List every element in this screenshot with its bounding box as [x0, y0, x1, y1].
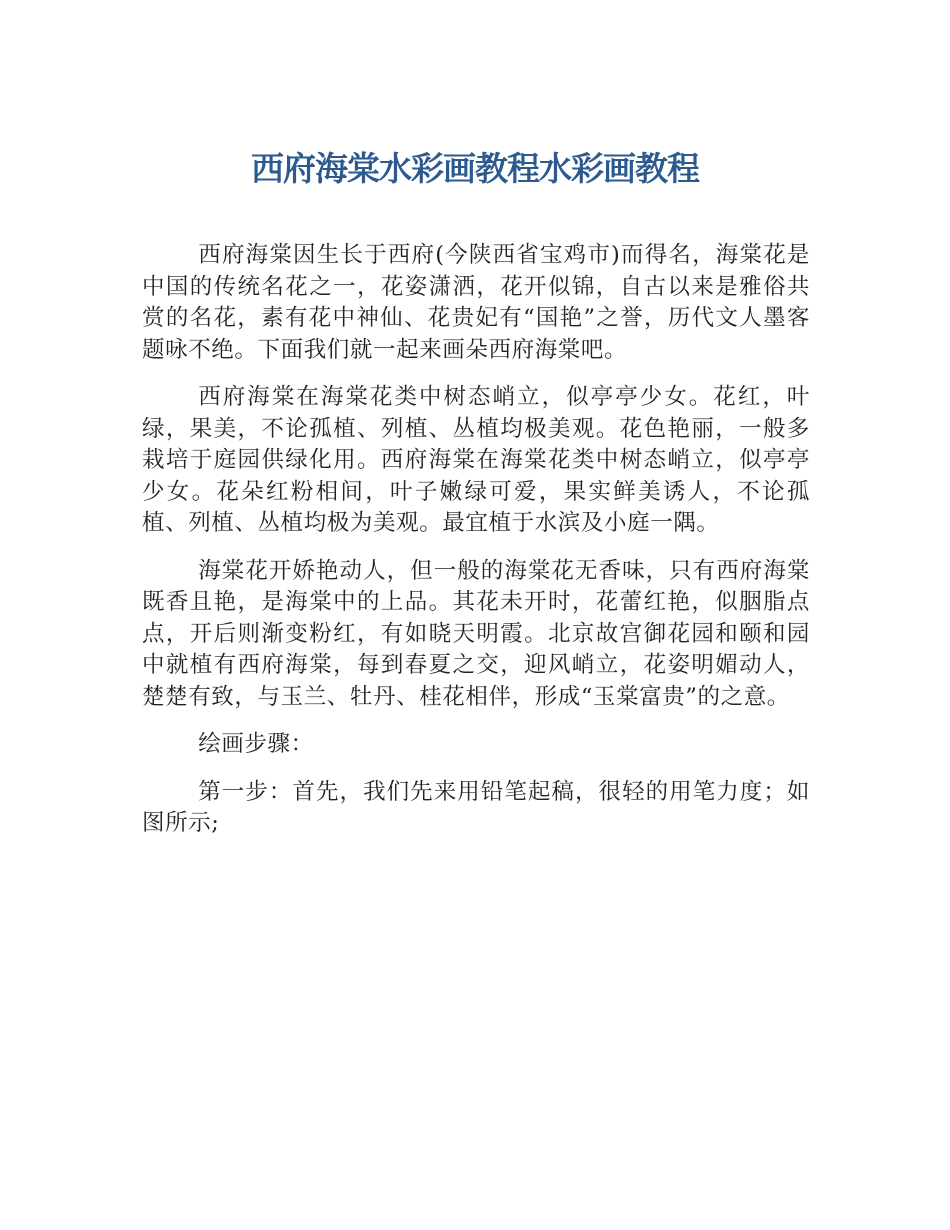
paragraph-fragrance: 海棠花开娇艳动人，但一般的海棠花无香味，只有西府海棠既香且艳，是海棠中的上品。其花未开时，花蕾红艳，似胭脂点点，开后则渐变粉红，有如晓天明霞。北京故宫御花园和颐和园中就植有西府海棠，每到春夏之交，迎风峭立，花姿明媚动人，楚楚有致，与玉兰、牡丹、桂花相伴，形成“玉棠富贵”的之意。	[142, 557, 810, 710]
paragraph-step-one: 第一步：首先，我们先来用铅笔起稿，很轻的用笔力度；如图所示;	[142, 778, 810, 836]
paragraph-tree-form: 西府海棠在海棠花类中树态峭立，似亭亭少女。花红，叶绿，果美，不论孤植、列植、丛植均极美观。花色艳丽，一般多栽培于庭园供绿化用。西府海棠在海棠花类中树态峭立，似亭亭少女。花朵红粉相间，叶子嫩绿可爱，果实鲜美诱人，不论孤植、列植、丛植均极为美观。最宜植于水滨及小庭一隅。	[142, 384, 810, 536]
document-title: 西府海棠水彩画教程水彩画教程	[251, 149, 699, 188]
document-body	[142, 240, 810, 856]
paragraph-steps-heading: 绘画步骤：	[198, 731, 314, 757]
paragraph-intro: 西府海棠因生长于西府(今陕西省宝鸡市)而得名，海棠花是中国的传统名花之一，花姿潇洒，花开似锦，自古以来是雅俗共赏的名花，素有花中神仙、花贵妃有“国艳”之誉，历代文人墨客题咏不绝。下面我们就一起来画朵西府海棠吧。	[142, 242, 810, 363]
